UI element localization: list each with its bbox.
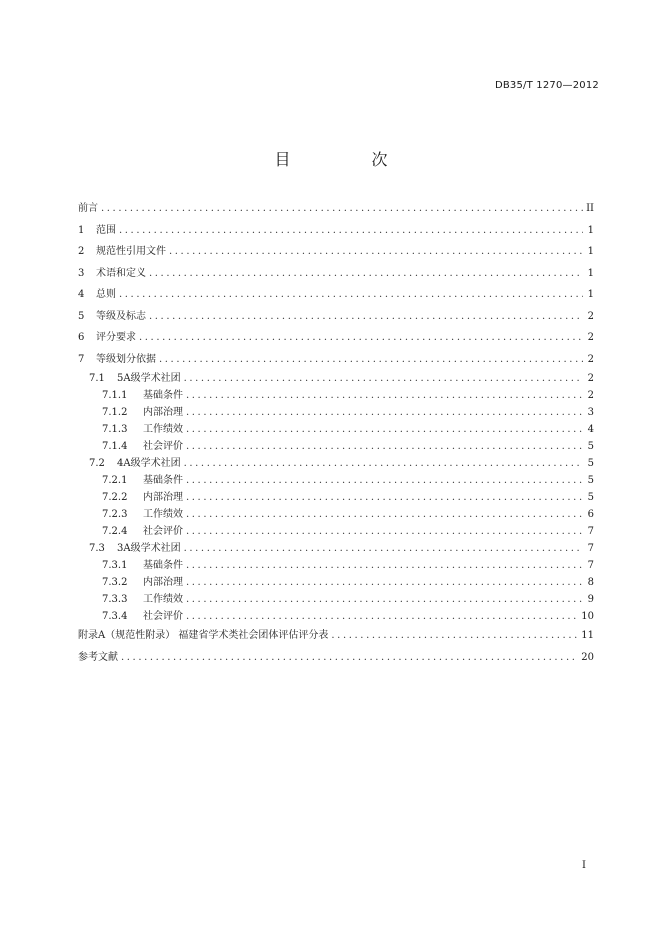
toc-entry-number: 7.1.2 [102, 407, 128, 418]
toc-entry-text: 4A级学术社团 [117, 458, 181, 469]
toc-leader-dots [186, 387, 583, 404]
toc-entry-text: 等级及标志 [96, 310, 146, 322]
toc-title: 目 次 [274, 150, 426, 169]
toc-entry-page: 2 [587, 310, 594, 322]
toc-entry-text: 基础条件 [143, 560, 183, 571]
toc-entry-number: 7.3 [89, 543, 105, 554]
toc-entry[interactable] [78, 455, 594, 472]
toc-leader-dots [101, 198, 583, 220]
toc-entry-label [78, 421, 183, 438]
toc-entry-label [78, 625, 328, 647]
toc-entry-text: 内部治理 [143, 407, 183, 418]
toc-entry[interactable] [78, 472, 594, 489]
toc-entry-page: 11 [581, 630, 594, 641]
toc-entry-label [78, 438, 183, 455]
toc-entry-number: 7.3.4 [102, 611, 128, 622]
toc-entry-label [78, 220, 116, 242]
toc-entry-number: 7.2.4 [102, 526, 128, 537]
toc-entry-text: 基础条件 [143, 475, 183, 486]
toc-entry-label [78, 506, 183, 523]
toc-entry-label [78, 327, 136, 349]
toc-entry-text: 工作绩效 [143, 594, 183, 605]
toc-leader-dots [159, 349, 583, 371]
toc-entry-page: 9 [587, 594, 594, 605]
toc-entry-text: 等级划分依据 [96, 353, 156, 365]
toc-entry[interactable] [78, 370, 594, 387]
toc-entry-text: 参考文献 [78, 651, 118, 663]
toc-entry-page: 2 [587, 332, 594, 343]
toc-entry-text: 总则 [96, 289, 116, 300]
toc-entry-label [78, 349, 156, 371]
toc-entry[interactable] [78, 421, 594, 438]
toc-entry-label [78, 404, 183, 421]
toc-entry-number: 7.1 [89, 373, 105, 384]
toc-entry-label [78, 455, 181, 472]
toc-entry[interactable] [78, 523, 594, 540]
toc-entry-text: 3A级学术社团 [117, 543, 181, 554]
toc-entry-page: 20 [581, 651, 594, 663]
toc-entry-page: 5 [587, 492, 594, 503]
toc-entry-page: 1 [587, 289, 594, 300]
toc-leader-dots [184, 455, 583, 472]
toc-entry-text: 范围 [96, 224, 116, 236]
toc-entry-number: 7.1.4 [102, 441, 128, 452]
toc-entry-number: 7.1.1 [102, 390, 128, 401]
toc-entry-text: 术语和定义 [96, 267, 146, 279]
toc-entry-page: 3 [587, 407, 594, 418]
toc-entry-number: 1 [78, 224, 85, 236]
toc-entry-number: 7.2.1 [102, 475, 128, 486]
toc-entry-label [78, 557, 183, 574]
toc-leader-dots [184, 370, 583, 387]
toc-entry[interactable] [78, 306, 594, 328]
toc-leader-dots [119, 220, 583, 242]
toc-entry-number: 7.2.3 [102, 509, 128, 520]
toc-entry-number: 7 [78, 353, 85, 365]
toc-entry-label [78, 489, 183, 506]
toc-entry-text: 前言 [78, 203, 98, 214]
toc-entry-number: 6 [78, 332, 85, 343]
toc-leader-dots [186, 472, 583, 489]
toc-entry[interactable] [78, 557, 594, 574]
toc-entry-label [78, 574, 183, 591]
toc-entry-label [78, 370, 181, 387]
toc-leader-dots [186, 421, 583, 438]
toc-entry-text: 附录A（规范性附录） 福建省学术类社会团体评估评分表 [78, 630, 329, 641]
toc-entry-text: 评分要求 [96, 332, 136, 343]
toc-entry-number: 7.2.2 [102, 492, 128, 503]
toc-entry[interactable] [78, 647, 594, 669]
toc-entry-text: 规范性引用文件 [96, 246, 166, 257]
toc-entry-number: 7.2 [89, 458, 105, 469]
toc-entry-number: 7.1.3 [102, 424, 128, 435]
toc-leader-dots [186, 404, 583, 421]
toc-entry-page: 2 [587, 390, 594, 401]
toc-entry-page: 7 [587, 526, 594, 537]
toc-entry-label [78, 241, 166, 263]
page-number: I [582, 860, 586, 871]
toc-leader-dots [119, 284, 583, 306]
toc-leader-dots [186, 506, 583, 523]
toc-entry-page: 1 [587, 267, 594, 279]
toc-entry-number: 5 [78, 310, 85, 322]
toc-entry[interactable] [78, 506, 594, 523]
toc-entry-page: 4 [587, 424, 594, 435]
toc-entry-number: 3 [78, 267, 85, 279]
toc-entry-text: 基础条件 [143, 390, 183, 401]
toc-leader-dots [186, 591, 583, 608]
toc-entry-page: 1 [587, 224, 594, 236]
toc-leader-dots [186, 574, 583, 591]
toc-entry[interactable] [78, 489, 594, 506]
toc-entry[interactable] [78, 284, 594, 306]
toc-entry[interactable] [78, 220, 594, 242]
toc-entry[interactable] [78, 608, 594, 625]
toc-entry-page: 5 [587, 458, 594, 469]
toc-leader-dots [139, 327, 583, 349]
toc-entry-text: 内部治理 [143, 492, 183, 503]
toc-entry-page: 2 [587, 373, 594, 384]
toc-leader-dots [186, 608, 578, 625]
toc-leader-dots [149, 263, 583, 285]
table-of-contents [78, 198, 594, 668]
toc-entry[interactable] [78, 241, 594, 263]
toc-entry-number: 7.3.1 [102, 560, 128, 571]
toc-entry-label [78, 284, 116, 306]
toc-entry-text: 工作绩效 [143, 424, 183, 435]
toc-entry-label [78, 608, 183, 625]
toc-entry[interactable] [78, 263, 594, 285]
toc-entry[interactable] [78, 404, 594, 421]
toc-leader-dots [331, 625, 578, 647]
toc-entry-text: 社会评价 [143, 441, 183, 452]
toc-entry[interactable] [78, 438, 594, 455]
toc-entry-page: 6 [587, 509, 594, 520]
toc-entry-label [78, 306, 146, 328]
toc-entry-page: 8 [587, 577, 594, 588]
toc-entry-text: 社会评价 [143, 611, 183, 622]
toc-leader-dots [121, 647, 578, 669]
toc-entry-number: 7.3.3 [102, 594, 128, 605]
toc-entry[interactable] [78, 349, 594, 371]
toc-entry-number: 2 [78, 246, 85, 257]
toc-entry-text: 社会评价 [143, 526, 183, 537]
toc-entry-page: 7 [587, 543, 594, 554]
toc-entry-page: II [586, 203, 594, 214]
toc-entry-label [78, 198, 98, 220]
toc-entry-label [78, 263, 146, 285]
toc-entry-text: 5A级学术社团 [117, 373, 181, 384]
toc-entry-label [78, 591, 183, 608]
toc-leader-dots [149, 306, 583, 328]
toc-entry-label [78, 647, 118, 669]
toc-leader-dots [169, 241, 583, 263]
toc-entry[interactable] [78, 625, 594, 647]
toc-entry[interactable] [78, 387, 594, 404]
toc-entry-page: 5 [587, 475, 594, 486]
toc-entry[interactable] [78, 574, 594, 591]
toc-entry-number: 7.3.2 [102, 577, 128, 588]
toc-leader-dots [186, 438, 583, 455]
toc-leader-dots [184, 540, 583, 557]
toc-entry-page: 7 [587, 560, 594, 571]
toc-entry-page: 2 [587, 353, 594, 365]
toc-entry-page: 1 [587, 246, 594, 257]
toc-entry[interactable] [78, 327, 594, 349]
toc-entry-label [78, 523, 183, 540]
toc-entry-text: 内部治理 [143, 577, 183, 588]
toc-entry-page: 10 [581, 611, 594, 622]
toc-entry-label [78, 387, 183, 404]
toc-entry-page: 5 [587, 441, 594, 452]
toc-entry[interactable] [78, 540, 594, 557]
toc-entry-text: 工作绩效 [143, 509, 183, 520]
toc-entry-label [78, 540, 181, 557]
toc-leader-dots [186, 523, 583, 540]
toc-entry-number: 4 [78, 289, 85, 300]
toc-leader-dots [186, 557, 583, 574]
toc-entry[interactable] [78, 591, 594, 608]
toc-entry-label [78, 472, 183, 489]
toc-entry[interactable] [78, 198, 594, 220]
toc-leader-dots [186, 489, 583, 506]
document-code: DB35/T 1270—2012 [494, 80, 599, 91]
